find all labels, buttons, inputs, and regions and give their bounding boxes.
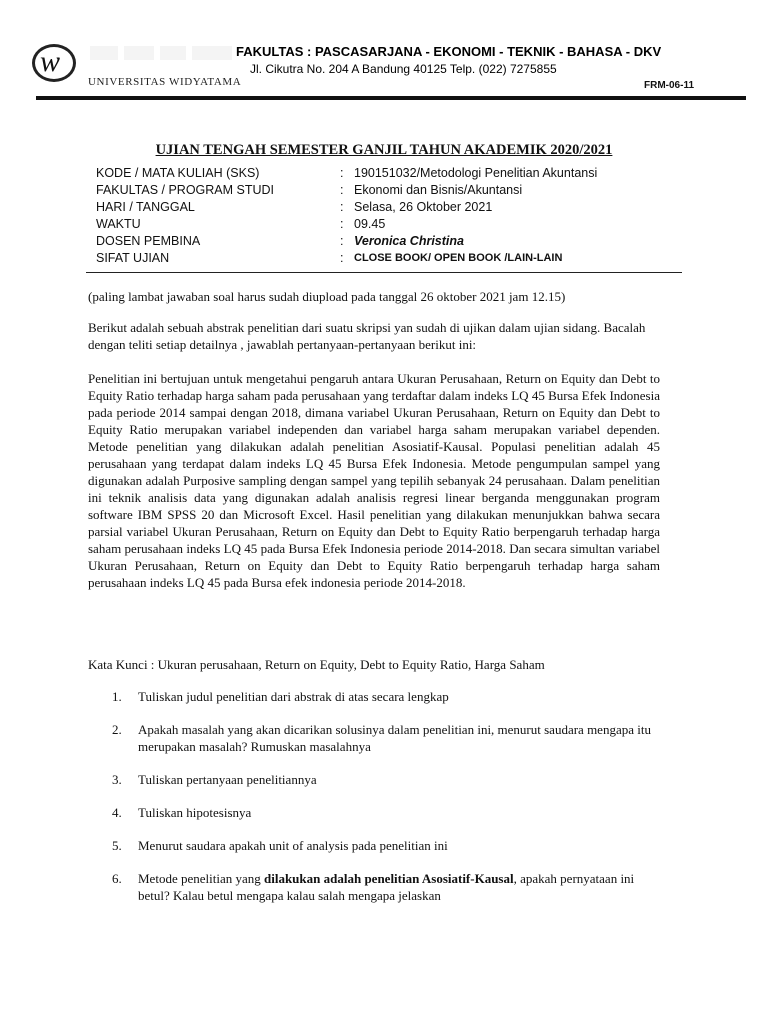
deadline-note: (paling lambat jawaban soal harus sudah diupload pada tanggal 26 oktober 2021 jam 12.15) (88, 289, 566, 304)
question-item (106, 870, 656, 904)
info-label: SIFAT UJIAN (96, 251, 170, 265)
info-value: Veronica Christina (354, 234, 464, 248)
university-name: UNIVERSITAS WIDYATAMA (88, 76, 242, 88)
keywords: Kata Kunci : Ukuran perusahaan, Return on Equity, Debt to Equity Ratio, Harga Saham (88, 657, 545, 672)
info-label: FAKULTAS / PROGRAM STUDI (96, 183, 275, 197)
info-label: DOSEN PEMBINA (96, 234, 201, 248)
question-item (106, 771, 656, 788)
question-text: Tuliskan judul penelitian dari abstrak di atas secara lengkap (138, 689, 449, 704)
question-number: 6. (112, 871, 122, 886)
question-text: Tuliskan hipotesisnya (138, 805, 252, 820)
form-code: FRM-06-11 (644, 80, 695, 91)
question-text: Metode penelitian yang dilakukan adalah penelitian Asosiatif-Kausal, apakah pernyataan ini betul? Kalau betul mengapa kalau salah mengapa jelaskan (138, 871, 635, 903)
question-number: 3. (112, 772, 122, 787)
info-value: CLOSE BOOK/ OPEN BOOK /LAIN-LAIN (354, 252, 563, 264)
info-colon: : (340, 183, 344, 197)
faculty-heading: FAKULTAS : PASCASARJANA - EKONOMI - TEKNIK - BAHASA - DKV (236, 44, 662, 59)
info-row-exam-type (96, 251, 676, 268)
question-number: 1. (112, 689, 122, 704)
info-colon: : (340, 200, 344, 214)
info-row-course (96, 166, 676, 183)
question-text: Menurut saudara apakah unit of analysis pada penelitian ini (138, 838, 448, 853)
info-value: 190151032/Metodologi Penelitian Akuntansi (354, 166, 598, 180)
info-row-time (96, 217, 676, 234)
info-colon: : (340, 166, 344, 180)
university-address: Jl. Cikutra No. 204 A Bandung 40125 Telp. (022) 7275855 (250, 62, 557, 76)
info-divider (86, 272, 682, 273)
info-label: HARI / TANGGAL (96, 200, 195, 214)
info-colon: : (340, 234, 344, 248)
info-label: WAKTU (96, 217, 141, 231)
info-label: KODE / MATA KULIAH (SKS) (96, 166, 260, 180)
exam-title: UJIAN TENGAH SEMESTER GANJIL TAHUN AKADEMIK 2020/2021 (155, 142, 613, 158)
question-item (106, 688, 656, 705)
question-number: 5. (112, 838, 122, 853)
logo-faded-wordmark (90, 46, 250, 60)
question-text: Apakah masalah yang akan dicarikan solusinya dalam penelitian ini, menurut saudara mengapa itu merupakan masalah? Rumuskan masalahnya (138, 722, 651, 754)
question-item (106, 721, 656, 755)
question-number: 4. (112, 805, 122, 820)
widyatama-emblem-icon: w (32, 44, 76, 82)
info-colon: : (340, 217, 344, 231)
info-value: Selasa, 26 Oktober 2021 (354, 200, 493, 214)
header-divider (36, 96, 746, 100)
question-list (106, 688, 656, 920)
info-row-lecturer (96, 234, 676, 251)
abstract-text: Penelitian ini bertujuan untuk mengetahui pengaruh antara Ukuran Perusahaan, Return on Equity dan Debt to Equity Ratio terhadap harga saham pada perusahaan yang terdaftar dalam indeks LQ 45 Bursa Efek Indonesia pada periode 2014 sampai dengan 2018, dimana variabel Ukuran Perusahaan, Return on Equity dan Debt to Equity Ratio merupakan variabel independen dan variabel harga saham merupakan variabel dependen. Metode penelitian yang dilakukan adalah penelitian Asosiatif-Kausal. Populasi penelitian adalah 45 perusahaan yang terdapat dalam indeks LQ 45 Bursa Efek Indonesia. Metode pengumpulan sampel yang digunakan adalah Purposive sampling dengan sampel yang tepilih sebanyak 24 perusahaan. Dalam penelitian ini teknik analisis data yang digunakan adalah analisis regresi linear berganda menggunakan program software IBM SPSS 20 dan Microsoft Excel. Hasil penelitian yang dilakukan menunjukkan bahwa secara parsial variabel Ukuran Perusahaan, Return on Equity dan Debt to Equity Ratio berpengaruh terhadap harga saham perusahaan indeks LQ 45 pada Bursa Efek Indonesia periode 2014-2018. Dan secara simultan variabel Ukuran Perusahaan, Return on Equity dan Debt to Equity Ratio berpengaruh terhadap harga saham perusahaan indeks LQ 45 pada Bursa efek indonesia periode 2014-2018. (88, 371, 660, 590)
question-emphasis: dilakukan adalah penelitian Asosiatif-Kausal (264, 871, 514, 886)
instructions: Berikut adalah sebuah abstrak penelitian dari suatu skripsi yan sudah di ujikan dalam ujian sidang. Bacalah dengan teliti setiap detailnya , jawablah pertanyaan-pertanyaan berikut ini: (88, 320, 646, 352)
info-value: 09.45 (354, 217, 386, 231)
info-row-faculty (96, 183, 676, 200)
exam-info-table (96, 166, 676, 268)
question-number: 2. (112, 722, 122, 737)
university-logo (32, 42, 242, 94)
info-value: Ekonomi dan Bisnis/Akuntansi (354, 183, 523, 197)
info-row-date (96, 200, 676, 217)
question-text: Tuliskan pertanyaan penelitiannya (138, 772, 317, 787)
question-item (106, 804, 656, 821)
info-colon: : (340, 251, 344, 265)
question-item (106, 837, 656, 854)
